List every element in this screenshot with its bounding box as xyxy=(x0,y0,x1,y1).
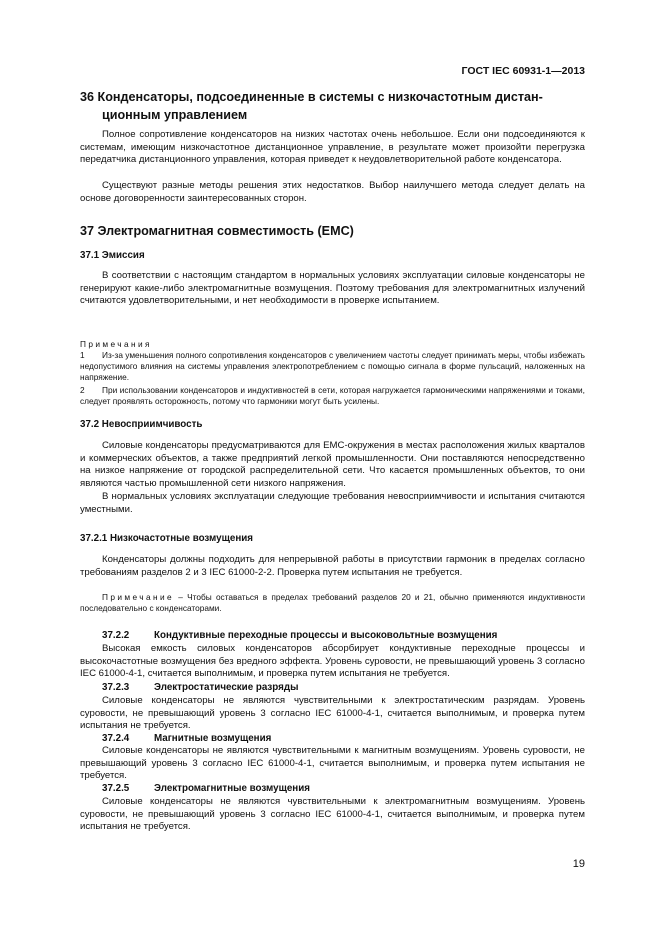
page-number: 19 xyxy=(572,858,585,870)
section-36-title-line2: ционным управлением xyxy=(102,108,248,122)
note-2-text: При использовании конденсаторов и индуктивностей в сети, которая нагружается гармоническими напряжениями и токами, следует проявлять осторожность, потому что гармоники могут быть усилены. xyxy=(80,385,585,406)
section-37-2-3-paragraph: Силовые конденсаторы не являются чувствительными к электростатическим разрядам. Уровень суровости, не превышающий уровень 3 согласно IEC 61000-4-1, считается выполнимым, и проверка путем испытания не требуется. xyxy=(80,695,585,732)
section-36-paragraph-1: Полное сопротивление конденсаторов на низких частотах очень небольшое. Если они подсоединяются к системам, имеющим низкочастотное дистанционное управление, в результате может произойти перегрузка передатчика дистанционного управления, которая приведет к неудовлетворительной работе конденсатора. xyxy=(80,129,585,166)
section-37-2-5-title xyxy=(102,783,310,794)
section-37-2-2-title-text: Кондуктивные переходные процессы и высоковольтные возмущения xyxy=(154,630,498,641)
section-37-2-title: 37.2 Невосприимчивость xyxy=(80,419,203,430)
section-37-2-1-note xyxy=(80,592,585,614)
note-2 xyxy=(80,385,585,407)
note-1-number: 1 xyxy=(80,350,85,360)
section-37-1-title: 37.1 Эмиссия xyxy=(80,250,145,261)
section-36-title-line1: 36 Конденсаторы, подсоединенные в системы с низкочастотным дистан- xyxy=(80,90,543,104)
section-37-2-4-number: 37.2.4 xyxy=(102,733,130,744)
section-37-2-paragraph-1: Силовые конденсаторы предусматриваются для ЕМС-окружения в местах расположения жилых кварталов и коммерческих объектов, а также предприятий легкой промышленности. Они поставляются непосредственно на низкое напряжение от городской распределительной сети. Что касается промышленных объектов, то они являются частью промышленной сети низкого напряжения. xyxy=(80,440,585,489)
note-1 xyxy=(80,350,585,383)
section-37-2-4-paragraph: Силовые конденсаторы не являются чувствительными к магнитным возмущениям. Уровень суровости, не превышающий уровень 3 согласно IEC 61000-4-1, считается выполнимым, и проверка путем испытания не требуется. xyxy=(80,745,585,782)
section-37-2-3-title-text: Электростатические разряды xyxy=(154,682,299,693)
section-37-2-2-title xyxy=(102,630,497,641)
section-37-2-4-title xyxy=(102,733,271,744)
section-37-2-1-note-text: – Чтобы оставаться в пределах требований разделов 20 и 21, обычно применяются индуктивности последовательно с конденсаторами. xyxy=(80,592,585,613)
section-37-2-paragraph-2: В нормальных условиях эксплуатации следующие требования невосприимчивости и испытания считаются уместными. xyxy=(80,491,585,515)
section-37-2-5-title-text: Электромагнитные возмущения xyxy=(154,783,310,794)
section-37-2-3-title xyxy=(102,682,298,693)
section-37-2-2-paragraph: Высокая емкость силовых конденсаторов абсорбирует кондуктивные переходные процессы и высокочастотные возмущения без вредного эффекта. Уровень суровости, не превышающий уровень 3 согласно IEC 61000-4-1, считается выполнимым, и проверка путем испытания не требуется. xyxy=(80,643,585,680)
section-37-2-1-title: 37.2.1 Низкочастотные возмущения xyxy=(80,533,253,544)
section-37-2-5-paragraph: Силовые конденсаторы не являются чувствительными к электромагнитным возмущениям. Уровень суровости, не превышающий уровень 3 согласно IEC 61000-4-1, считается выполнимым, и проверка путем испытания не требуется. xyxy=(80,796,585,833)
section-37-2-2-number: 37.2.2 xyxy=(102,630,130,641)
standard-header: ГОСТ IEC 60931-1—2013 xyxy=(461,65,585,77)
note-1-text: Из-за уменьшения полного сопротивления конденсаторов с увеличением частоты следует принимать меры, чтобы избежать недопустимого влияния на системы управления электропотреблением с помощью сигнала в форме пульсаций, наложенных на напряжение. xyxy=(80,350,585,382)
section-37-2-5-number: 37.2.5 xyxy=(102,783,130,794)
section-36-title xyxy=(80,88,585,124)
notes-title: Примечания xyxy=(80,339,152,349)
section-37-2-1-note-label: Примечание xyxy=(102,592,175,602)
note-2-number: 2 xyxy=(80,385,85,395)
section-37-1-paragraph: В соответствии с настоящим стандартом в нормальных условиях эксплуатации силовые конденсаторы не генерируют какие-либо электромагнитные возмущения. Поэтому требования для электромагнитных излучений считаются удовлетворительными, и нет необходимости в проверке испытанием. xyxy=(80,270,585,307)
section-37-2-3-number: 37.2.3 xyxy=(102,682,130,693)
section-36-paragraph-2: Существуют разные методы решения этих недостатков. Выбор наилучшего метода следует делать на основе договоренности заинтересованных сторон. xyxy=(80,180,585,204)
section-37-2-1-paragraph: Конденсаторы должны подходить для непрерывной работы в присутствии гармоник в пределах согласно требованиям разделов 2 и 3 IEC 61000-2-2. Проверка путем испытания не требуется. xyxy=(80,554,585,578)
section-37-title: 37 Электромагнитная совместимость (ЕМС) xyxy=(80,224,354,238)
section-37-2-4-title-text: Магнитные возмущения xyxy=(154,733,272,744)
